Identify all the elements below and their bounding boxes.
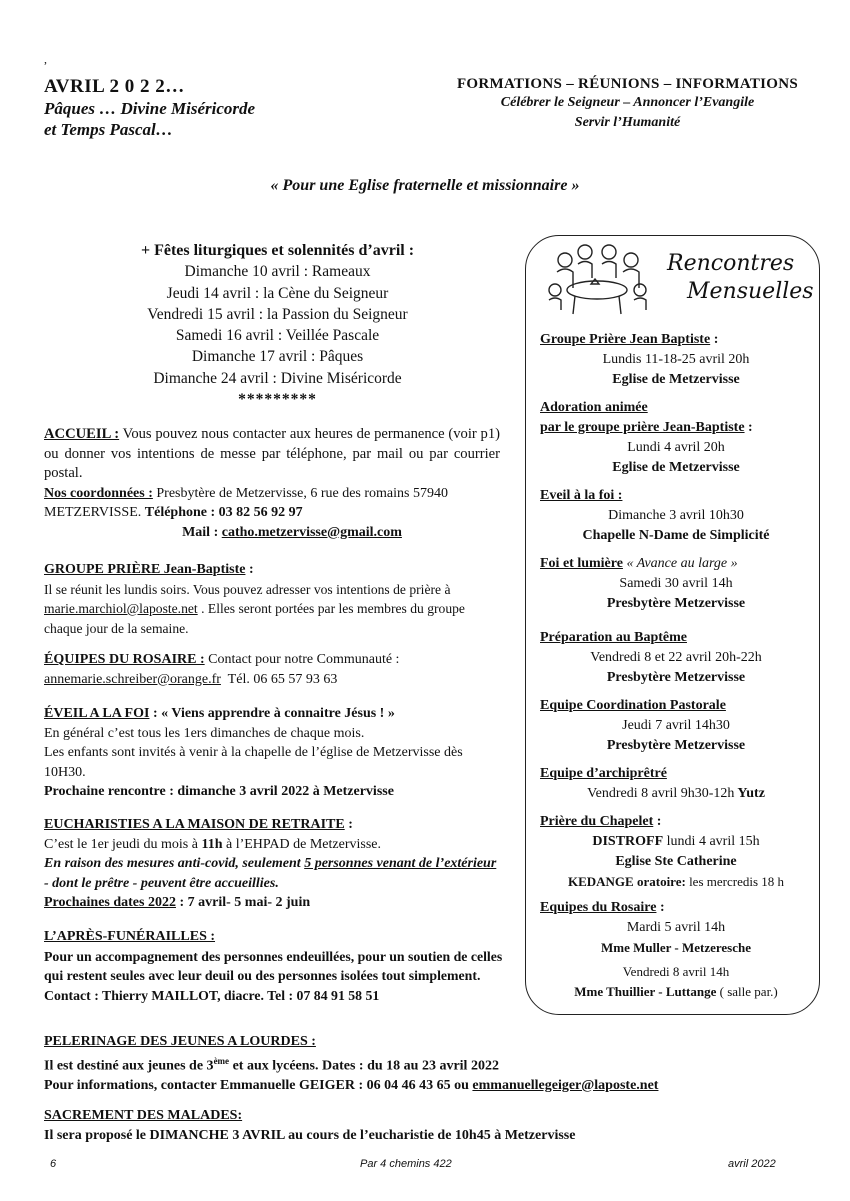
feasts-block [60,240,495,410]
covid-text-b: 5 personnes venant de l’extérieur [304,856,497,871]
sidebar-item-title: Eveil à la foi : [540,488,623,503]
mail-label: Mail : [182,524,219,540]
eucharisties-time: 11h [201,836,223,852]
funerailles-text: Pour un accompagnement des personnes endeuillées, pour un soutien de celles qui restent seules avec leur deuil ou des personnes isolées tout simplement. Contact : Thierry MAILLOT, diacre. Tel : 07 84 91 58 51 [44,948,503,1003]
sidebar-item [540,554,812,614]
sidebar-item-place: DISTROFF [592,834,664,849]
footer-publication: Par 4 chemins 422 [360,1158,452,1170]
groupe-text-1: Il se réunit les lundis soirs. Vous pouvez adresser vos intentions de prière à [44,581,451,597]
sidebar-item-line: Vendredi 8 et 22 avril 20h-22h [590,650,762,665]
dates: : 7 avril- 5 mai- 2 juin [175,895,311,910]
eucharisties-line-1a: C’est le 1er jeudi du mois à [44,836,202,852]
feast-item: Dimanche 10 avril : Rameaux [184,263,371,281]
feast-item: Dimanche 24 avril : Divine Miséricorde [153,369,402,387]
footer-date: avril 2022 [728,1158,776,1170]
rosaire-title: ÉQUIPES DU ROSAIRE : [44,652,205,667]
malades-title: SACREMENT DES MALADES: [44,1108,243,1123]
sidebar-item-line: Eglise de Metzervisse [612,372,740,387]
sidebar-item-title: Adoration animée [540,400,648,415]
coordinates-label: Nos coordonnées : [44,485,153,501]
covid-text-c: - dont le prêtre - peuvent être accueillies. [44,875,279,891]
eucharisties-line-1c: à l’EHPAD de Metzervisse. [222,836,381,852]
rosaire-tel: Tél. 06 65 57 93 63 [227,671,338,687]
eveil-line-1: En général c’est tous les 1ers dimanches de chaque mois. [44,725,365,741]
covid-text-a: En raison des mesures anti-covid, seulement [44,856,305,871]
coordinates-text: Presbytère de Metzervisse, 6 rue des romains 57940 METZERVISSE. [44,485,448,520]
header-right-line-1: Célébrer le Seigneur – Annoncer l’Evangile [500,95,755,110]
sidebar-item [540,812,812,892]
page-title: AVRIL 2 0 2 2… [44,76,185,97]
sidebar-item [540,398,812,478]
sidebar-item-line: Samedi 30 avril 14h [619,576,733,591]
feast-item: Vendredi 15 avril : la Passion du Seigneur [147,305,408,323]
sidebar-item [540,696,812,756]
sidebar-item-title: Préparation au Baptême [540,630,687,645]
people-around-table-icon [545,240,650,318]
sidebar-item-colon: : [653,814,662,829]
sidebar-item-line: Dimanche 3 avril 10h30 [608,508,744,523]
sidebar-title-line-2: Mensuelles [687,279,814,304]
eveil-section [44,704,500,802]
footer-page-number: 6 [50,1158,57,1170]
dates-label: Prochaines dates 2022 [44,895,176,910]
sidebar-item-line: Lundis 11-18-25 avril 20h [602,352,750,367]
eucharisties-colon: : [344,817,353,832]
sidebar-item-line: Lundi 4 avril 20h [627,440,725,455]
sidebar-item-line: Chapelle N-Dame de Simplicité [582,528,770,543]
stray-comma: , [44,52,47,66]
funerailles-title: L’APRÈS-FUNÉRAILLES : [44,929,216,944]
header-left [44,76,374,140]
sidebar-item [540,628,812,688]
eveil-title: ÉVEIL A LA FOI [44,706,150,721]
rosaire-text: Contact pour notre Communauté : [208,652,400,667]
feast-item: Dimanche 17 avril : Pâques [191,348,364,366]
malades-text: Il sera proposé le DIMANCHE 3 AVRIL au cours de l’eucharistie de 10h45 à Metzervisse [44,1127,576,1143]
lourdes-email-link[interactable]: emmanuellegeiger@laposte.net [472,1077,659,1093]
sidebar-item-title: Prière du Chapelet [540,814,654,829]
phone: Téléphone : 03 82 56 92 97 [144,505,303,520]
sidebar-item-place: KEDANGE oratoire: [567,874,686,889]
header-right-heading: FORMATIONS – RÉUNIONS – INFORMATIONS [456,76,799,92]
sidebar-item-line: lundi 4 avril 15h [663,834,760,849]
sidebar-item-title-2: par le groupe prière Jean-Baptiste [540,420,745,435]
sidebar-item-title: Equipes du Rosaire [540,900,657,915]
groupe-text-2: . Elles seront portées par les membres du groupe chaque jour de la semaine. [44,601,465,636]
malades-section [44,1106,824,1145]
sidebar-item [540,330,812,390]
sidebar-item-line: ( salle par.) [716,984,778,999]
eucharisties-title: EUCHARISTIES A LA MAISON DE RETRAITE [44,817,345,832]
groupe-colon: : [245,562,254,577]
groupe-email-link[interactable]: marie.marchiol@laposte.net [44,601,198,616]
mail-link[interactable]: catho.metzervisse@gmail.com [221,524,402,540]
sidebar-item-line: les mercredis 18 h [685,874,785,889]
sidebar-item-colon: : [656,900,665,915]
lourdes-line-1a: Il est destiné aux jeunes de 3 [44,1058,214,1074]
sidebar-item-title: Foi et lumière [540,556,623,571]
subtitle-line-1: Pâques … Divine Miséricorde [44,99,256,118]
lourdes-line-1b: et aux lycéens. Dates : du 18 au 23 avril 2022 [229,1058,499,1074]
eveil-next: Prochaine rencontre : dimanche 3 avril 2022 à Metzervisse [44,784,394,799]
sidebar-item-colon: : [710,332,719,347]
lourdes-section [44,1032,824,1095]
funerailles-section [44,927,504,1005]
sidebar-item-line: Eglise Ste Catherine [615,854,737,869]
eveil-quote: : « Viens apprendre à connaitre Jésus ! » [152,706,395,721]
motto: « Pour une Eglise fraternelle et missionnaire » [270,177,580,194]
sidebar-item-title: Equipe Coordination Pastorale [540,698,726,713]
eveil-line-2: Les enfants sont invités à venir à la chapelle de l’église de Metzervisse dès 10H30. [44,745,463,780]
sidebar-item [540,486,812,546]
accueil-title: ACCUEIL : [44,426,120,442]
feasts-heading: + Fêtes liturgiques et solennités d’avril : [140,242,415,259]
sidebar-item-subtitle: « Avance au large » [622,556,738,571]
header-right [425,76,830,133]
sidebar-item-line: Vendredi 8 avril 14h [622,964,730,979]
sidebar-item-line: Eglise de Metzervisse [612,460,740,475]
sidebar-item-line: Mme Muller - Metzeresche [600,940,752,955]
sidebar-title [655,250,825,306]
sidebar-item [540,898,812,1002]
sidebar-item-line: Jeudi 7 avril 14h30 [622,718,730,733]
sidebar-item-place: Yutz [734,786,765,801]
separator: ********* [238,391,317,409]
sidebar-item-line: Presbytère Metzervisse [606,596,746,611]
sidebar-item-colon: : [744,420,753,435]
feast-item: Samedi 16 avril : Veillée Pascale [175,327,380,345]
sidebar-item-line: Presbytère Metzervisse [606,738,746,753]
rosaire-email-link[interactable]: annemarie.schreiber@orange.fr [44,671,221,687]
accueil-section [44,425,500,542]
sidebar-title-line-1: Rencontres [667,251,795,276]
lourdes-line-2: Pour informations, contacter Emmanuelle GEIGER : 06 04 46 43 65 ou [44,1077,469,1093]
subtitle-line-2: et Temps Pascal… [44,120,173,139]
sidebar-item [540,764,812,804]
sidebar-item-title: Equipe d’archiprêtré [540,766,667,781]
rosaire-section [44,650,500,689]
sidebar-item-title: Groupe Prière Jean Baptiste [540,332,711,347]
sidebar-item-line: Vendredi 8 avril 9h30-12h [587,786,735,801]
lourdes-sup: ème [213,1055,230,1066]
feast-item: Jeudi 14 avril : la Cène du Seigneur [166,284,389,302]
sidebar-item-line: Presbytère Metzervisse [606,670,746,685]
groupe-title: GROUPE PRIÈRE Jean-Baptiste [44,562,246,577]
accueil-text: Vous pouvez nous contacter aux heures de permanence (voir p1) ou donner vos intentions de messe par téléphone, par mail ou par courrier postal. [44,426,500,481]
groupe-section [44,560,500,638]
eucharisties-section [44,815,500,913]
sidebar-item-line: Mme Thuillier - Luttange [574,984,717,999]
sidebar-item-line: Mardi 5 avril 14h [626,920,726,935]
header-right-line-2: Servir l’Humanité [574,115,681,130]
lourdes-title: PELERINAGE DES JEUNES A LOURDES : [44,1034,316,1049]
